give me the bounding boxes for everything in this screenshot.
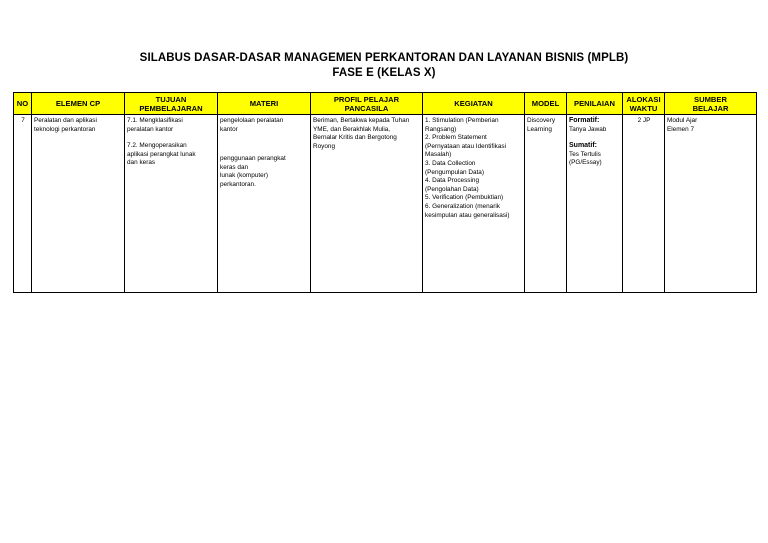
- header-materi: MATERI: [218, 93, 311, 115]
- kegiatan-line: (Pengolahan Data): [425, 185, 479, 193]
- header-alokasi-line1: ALOKASI: [626, 94, 661, 104]
- header-tujuan-pembelajaran: TUJUAN PEMBELAJARAN: [125, 93, 218, 115]
- elemen-cp-line: teknologi perkantoran: [34, 125, 96, 133]
- profil-line: Royong: [313, 142, 336, 150]
- kegiatan-line: 2. Problem Statement: [425, 134, 487, 142]
- document-title: SILABUS DASAR-DASAR MANAGEMEN PERKANTORAN DAN LAYANAN BISNIS (MPLB): [139, 52, 629, 64]
- kegiatan-line: (Pernyataan atau Identifikasi: [425, 142, 506, 150]
- materi-line: perkantoran.: [220, 180, 256, 188]
- cell-alokasi-waktu: 2 JP: [623, 115, 665, 293]
- sumatif-value: Tes Tertulis: [569, 150, 601, 158]
- header-sumber-line2: BELAJAR: [692, 103, 729, 113]
- table-row: [14, 115, 757, 293]
- tujuan-line: aplikasi perangkat lunak: [127, 150, 196, 158]
- kegiatan-line: 1. Stimulation (Pemberian: [425, 117, 499, 124]
- tujuan-line: peralatan kantor: [127, 125, 174, 133]
- header-model: MODEL: [525, 93, 567, 115]
- tujuan-line: dan keras: [127, 159, 156, 167]
- formatif-label: Formatif:: [569, 117, 600, 124]
- formatif-value: Tanya Jawab: [569, 125, 607, 133]
- model-line: Learning: [527, 125, 552, 133]
- header-kegiatan: KEGIATAN: [423, 93, 525, 115]
- header-elemen-cp: ELEMEN CP: [32, 93, 125, 115]
- profil-line: Bernalar Kritis dan Bergotong: [313, 134, 397, 142]
- header-profil-pelajar-pancasila: PROFIL PELAJAR PANCASILA: [311, 93, 423, 115]
- kegiatan-line: 5. Verification (Pembuktian): [425, 194, 504, 202]
- cell-kegiatan: [423, 115, 525, 293]
- elemen-cp-line: Peralatan dan aplikasi: [34, 117, 97, 124]
- materi-line: penggunaan perangkat: [220, 155, 286, 163]
- header-sumber-line1: SUMBER: [694, 94, 727, 104]
- cell-profil-pelajar-pancasila: [311, 115, 423, 293]
- cell-tujuan-pembelajaran: [125, 115, 218, 293]
- table-header-row: [14, 93, 757, 115]
- kegiatan-line: Rangsang): [425, 125, 457, 133]
- kegiatan-line: kesimpulan atau generalisasi): [425, 211, 510, 219]
- sumatif-value: (PG/Essay): [569, 159, 602, 167]
- kegiatan-line: 4. Data Processing: [425, 177, 479, 185]
- kegiatan-line: 3. Data Collection: [425, 159, 476, 167]
- header-penilaian: PENILAIAN: [567, 93, 623, 115]
- syllabus-table: [13, 92, 757, 293]
- header-alokasi-line2: WAKTU: [629, 103, 658, 113]
- kegiatan-line: (Pengumpulan Data): [425, 168, 484, 176]
- materi-line: pengelolaan peralatan: [220, 117, 284, 124]
- cell-model: [525, 115, 567, 293]
- materi-line: kantor: [220, 125, 238, 133]
- tujuan-line: 7.1. Mengklasifikasi: [127, 117, 183, 124]
- sumatif-label: Sumatif:: [569, 142, 597, 150]
- tujuan-line: 7.2. Mengoperasikan: [127, 142, 187, 150]
- profil-line: YME, dan Berakhlak Mulia,: [313, 125, 391, 133]
- kegiatan-line: Masalah): [425, 151, 452, 159]
- sumber-line: Modul Ajar: [667, 117, 698, 124]
- cell-elemen-cp: [32, 115, 125, 293]
- cell-penilaian: [567, 115, 623, 293]
- model-line: Discovery: [527, 117, 556, 124]
- kegiatan-line: 6. Generalization (menarik: [425, 202, 500, 210]
- profil-line: Beriman, Bertakwa kepada Tuhan: [313, 117, 410, 124]
- sumber-line: Elemen 7: [667, 125, 694, 133]
- cell-sumber-belajar: [665, 115, 757, 293]
- materi-line: lunak (komputer): [220, 172, 268, 180]
- header-no: NO: [14, 93, 32, 115]
- cell-no: 7: [14, 115, 32, 293]
- header-sumber-belajar: [665, 93, 757, 115]
- header-alokasi-waktu: [623, 93, 665, 115]
- materi-line: keras dan: [220, 163, 249, 171]
- cell-materi: [218, 115, 311, 293]
- document-subtitle: FASE E (KELAS X): [332, 67, 436, 79]
